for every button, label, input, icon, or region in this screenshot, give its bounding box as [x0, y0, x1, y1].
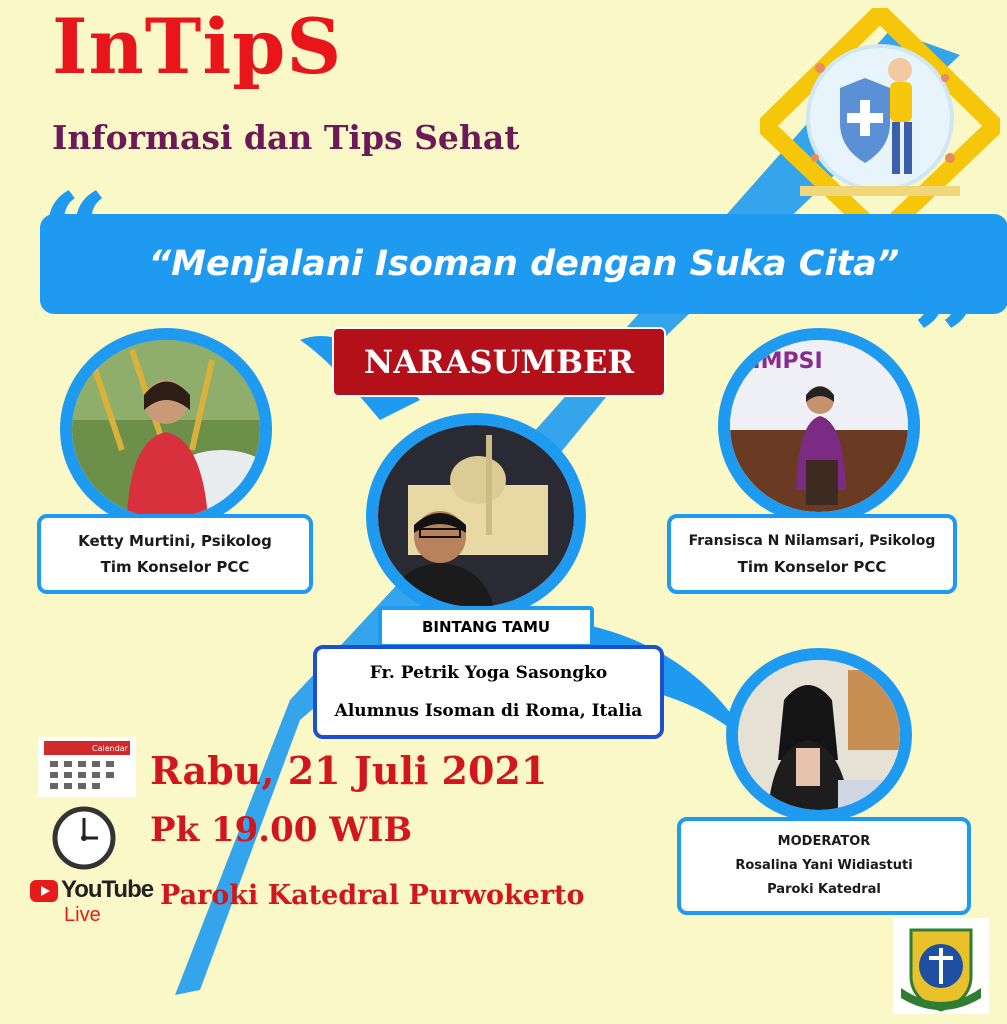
live-label: Live [64, 904, 101, 926]
moderator-tag: MODERATOR [777, 834, 871, 849]
speaker-1-name: Ketty Murtini, Psikolog [78, 532, 272, 550]
backdrop-text: HIMPSI [734, 349, 823, 374]
calendar-icon [38, 737, 136, 797]
speaker-1-card [37, 514, 313, 594]
guest-photo [378, 425, 574, 607]
youtube-label: YouTube [61, 876, 154, 903]
shield-icon [760, 8, 1000, 238]
clock-icon [52, 806, 116, 870]
speaker-1-photo [72, 340, 260, 518]
moderator-org: Paroki Katedral [767, 882, 881, 897]
moderator-name: Rosalina Yani Widiastuti [735, 858, 913, 873]
speaker-2-role: Tim Konselor PCC [737, 558, 887, 576]
close-quote-icon: ” [912, 269, 982, 410]
event-venue: Paroki Katedral Purwokerto [160, 880, 585, 911]
section-label: NARASUMBER [332, 327, 666, 397]
parish-logo-icon [893, 918, 989, 1014]
speaker-1-role: Tim Konselor PCC [100, 558, 250, 576]
speaker-2-card [667, 514, 957, 594]
open-quote-icon: “ [40, 167, 110, 308]
title-banner [40, 214, 1007, 314]
youtube-icon [30, 880, 58, 902]
event-title: “Menjalani Isoman dengan Suka Cita” [148, 244, 900, 284]
event-date: Rabu, 21 Juli 2021 [150, 748, 548, 793]
guest-card [313, 645, 664, 739]
speaker-2-name: Fransisca N Nilamsari, Psikolog [688, 533, 936, 549]
youtube-logo [30, 876, 154, 928]
guest-role: Alumnus Isoman di Roma, Italia [334, 701, 643, 721]
brand-title: InTipS [52, 2, 343, 91]
svg-text:Calendar: Calendar [92, 744, 128, 753]
guest-tag: BINTANG TAMU [378, 606, 594, 648]
event-time: Pk 19.00 WIB [150, 810, 413, 850]
guest-name: Fr. Petrik Yoga Sasongko [369, 663, 608, 683]
moderator-photo [738, 660, 900, 810]
speaker-2-photo [730, 340, 908, 512]
moderator-card [677, 817, 971, 915]
tagline: Informasi dan Tips Sehat [52, 118, 520, 157]
shield-illustration [760, 8, 1000, 238]
